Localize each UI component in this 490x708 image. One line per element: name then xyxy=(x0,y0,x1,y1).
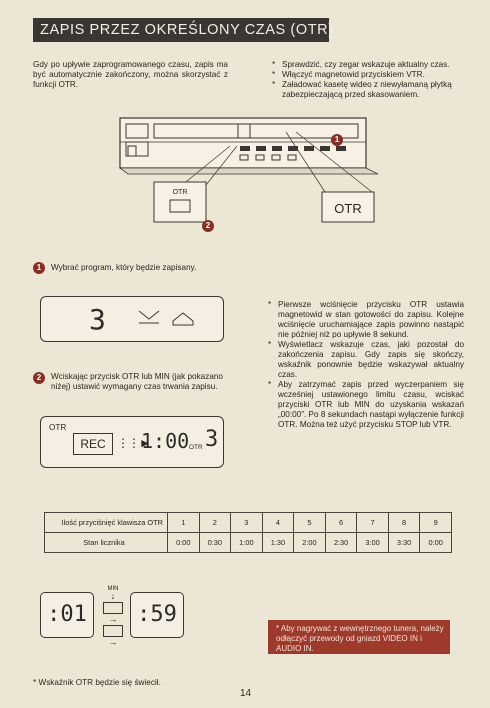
step-1 xyxy=(33,262,196,274)
page-number: 14 xyxy=(240,688,252,699)
page-title: ZAPIS PRZEZ OKREŚLONY CZAS (OTR) xyxy=(33,18,329,42)
step-2-text: Wciskając przycisk OTR lub MIN (jak pokazano niżej) ustawić wymagany czas trwania zapisu. xyxy=(51,372,223,391)
note-item: * Aby zatrzymać zapis przed wyczerpaniem się wcześniej ustawionego limitu czasu, wciskać przyciski OTR lub MIN do uzyskania wskazań „00:00”. Po 8 sekundach nastąpi wyłączenie funkcji OTR. Można też użyć przycisku STOP lub VTR. xyxy=(268,380,464,430)
table-cell: 3 xyxy=(231,513,263,533)
table-cell: 7 xyxy=(357,513,389,533)
table-cell: 1 xyxy=(168,513,200,533)
footer-note: * Wskaźnik OTR będzie się świecił. xyxy=(33,678,161,687)
table-cell: 4 xyxy=(262,513,294,533)
otr-channel: 3 xyxy=(205,427,219,452)
table-row xyxy=(45,533,452,553)
table-cell: 2 xyxy=(199,513,231,533)
prerequisite-item: * Włączyć magnetowid przyciskiem VTR. xyxy=(272,70,472,80)
table-cell: 2:30 xyxy=(325,533,357,553)
channel-number: 3 xyxy=(89,303,106,336)
zoom-otr-label-large: OTR xyxy=(334,201,362,216)
table-cell: 0:00 xyxy=(168,533,200,553)
notes-list xyxy=(268,300,464,430)
min-button-group xyxy=(102,586,124,647)
channel-display xyxy=(40,296,224,342)
min-label: MIN xyxy=(107,586,119,592)
step-1-text: Wybrać program, który będzie zapisany. xyxy=(51,263,197,272)
note-item: * Pierwsze wciśnięcie przycisku OTR ustawia magnetowid w stan gotowości do zapisu. Kolejne wciśnięcie uruchamiające zapis powinno nastąpić nie później niż po upływie 8 sekund. xyxy=(268,300,464,340)
otr-indicator-label: OTR xyxy=(49,423,67,432)
otr-time: 1:00 xyxy=(141,429,190,453)
vcr-front-panel-illustration xyxy=(110,112,410,232)
callout-badge-2: 2 xyxy=(202,220,214,232)
otr-display xyxy=(40,416,224,468)
table-cell: 9 xyxy=(420,513,452,533)
min-button xyxy=(103,602,123,614)
row-label-presses: Ilość przyciśnięć klawisza OTR xyxy=(45,513,168,533)
step-2 xyxy=(33,372,233,392)
table-row xyxy=(45,513,452,533)
table-cell: 3:30 xyxy=(388,533,420,553)
otr-small-label: OTR xyxy=(189,444,203,451)
rec-indicator: REC xyxy=(73,433,113,455)
up-down-arrow-icons xyxy=(137,309,207,331)
table-cell: 0:00 xyxy=(420,533,452,553)
note-item: * Wyświetlacz wskazuje czas, jaki pozostał do zakończenia zapisu. Gdy zapis się skończy, wskaźnik ponownie będzie wskazywał aktualny czas. xyxy=(268,340,464,380)
tuner-note-box: * Aby nagrywać z wewnętrznego tunera, należy odłączyć przewody od gniazd VIDEO IN i AUDIO IN. xyxy=(268,620,450,654)
counter-display-left: :01 xyxy=(40,592,94,638)
intro-text: Gdy po upływie zaprogramowanego czasu, zapis ma być automatycznie zakończony, można skorzystać z funkcji OTR. xyxy=(33,60,228,89)
arrow-right-icon: → xyxy=(108,614,118,624)
table-cell: 1:30 xyxy=(262,533,294,553)
table-cell: 8 xyxy=(388,513,420,533)
table-cell: 0:30 xyxy=(199,533,231,553)
step-1-number: 1 xyxy=(33,262,45,274)
arrow-down-icon: ↓ xyxy=(110,591,116,601)
table-cell: 5 xyxy=(294,513,326,533)
prerequisite-item: * Załadować kasetę wideo z niewyłamaną płytką zabezpieczającą przed skasowaniem. xyxy=(272,80,472,100)
zoom-otr-label: OTR xyxy=(172,189,188,196)
prerequisites-list xyxy=(272,60,472,100)
table-cell: 6 xyxy=(325,513,357,533)
otr-press-table xyxy=(44,512,452,553)
step-2-number: 2 xyxy=(33,372,45,384)
table-cell: 2:00 xyxy=(294,533,326,553)
otr-button xyxy=(103,625,123,637)
play-arrow-icon: ⋮⋮► xyxy=(117,436,150,450)
row-label-counter: Stan licznika xyxy=(45,533,168,553)
table-cell: 1:00 xyxy=(231,533,263,553)
counter-display-right: :59 xyxy=(130,592,184,638)
prerequisite-item: * Sprawdzić, czy zegar wskazuje aktualny czas. xyxy=(272,60,472,70)
callout-badge-1: 1 xyxy=(331,134,343,146)
table-cell: 3:00 xyxy=(357,533,389,553)
arrow-right-icon: → xyxy=(108,637,118,647)
